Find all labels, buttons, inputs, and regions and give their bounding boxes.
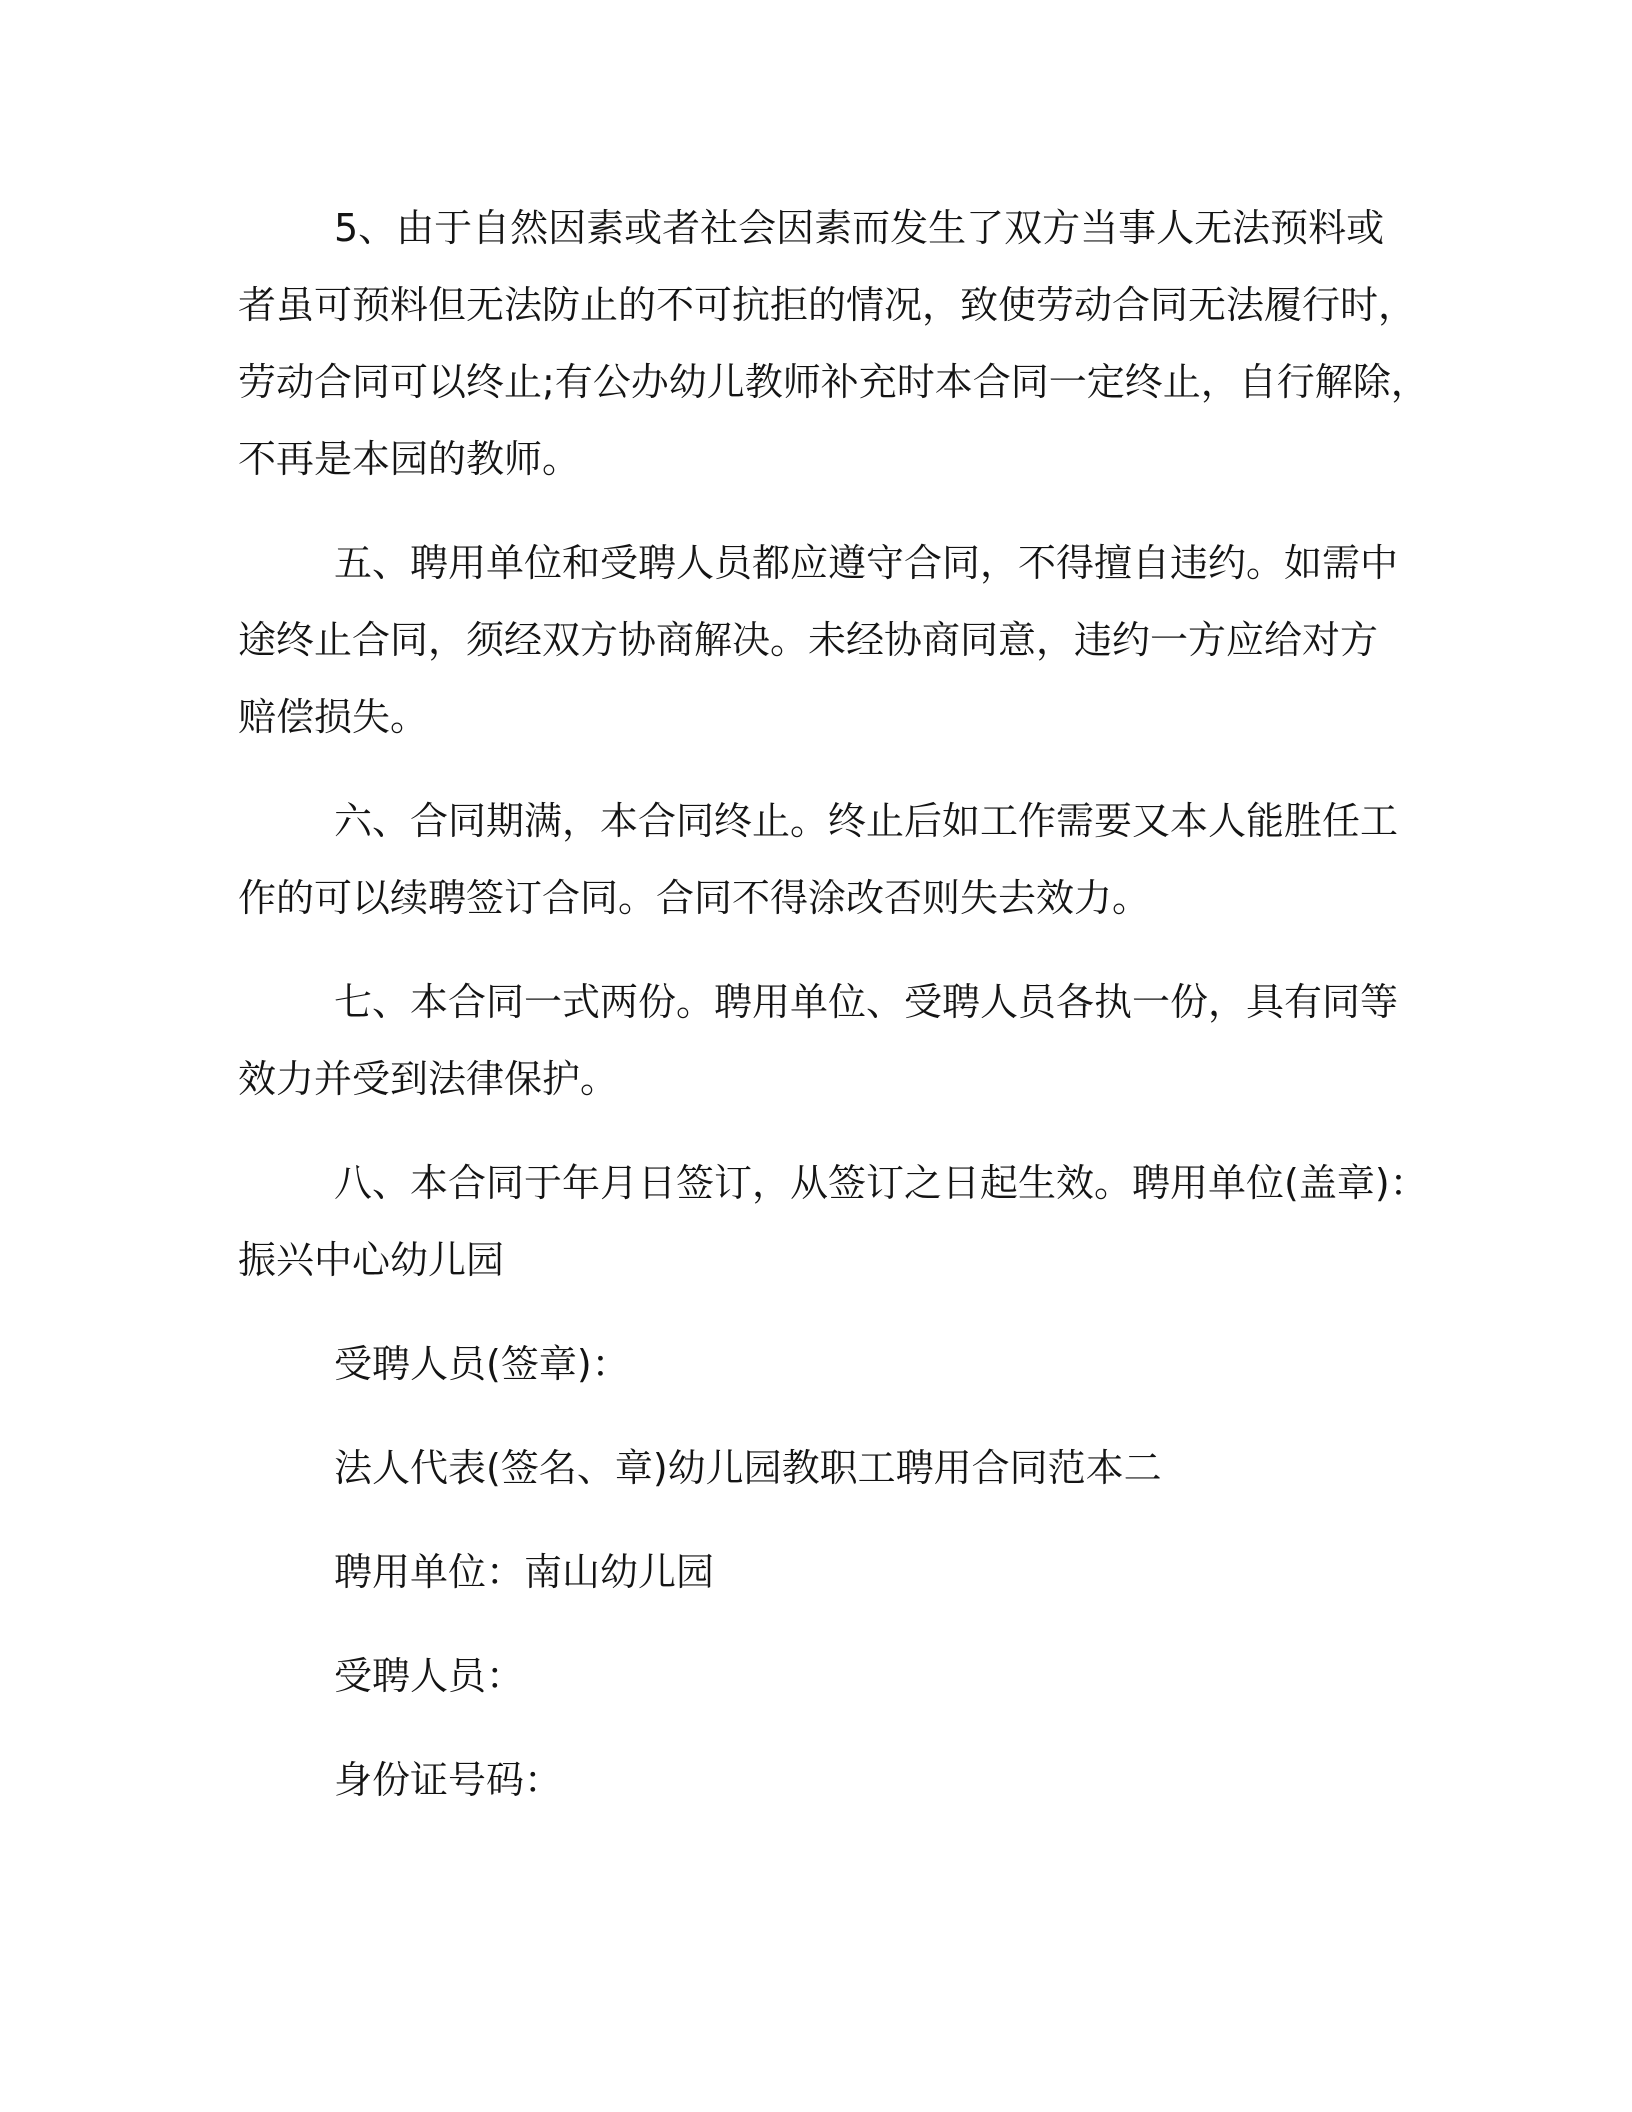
- clause-5-line-4: 不再是本园的教师。: [238, 437, 581, 481]
- clause-five: [238, 525, 1399, 756]
- clause-six-line-1: 六、合同期满，本合同终止。终止后如工作需要又本人能胜任工: [334, 799, 1399, 843]
- clause-5: [238, 190, 1429, 498]
- clause-5-line-3: 劳动合同可以终止;有公办幼儿教师补充时本合同一定终止，自行解除，: [238, 360, 1429, 404]
- clause-five-line-3: 赔偿损失。: [238, 695, 429, 739]
- clause-seven: [238, 964, 1399, 1118]
- clause-six: [238, 783, 1399, 937]
- clause-5-line-1: 5、由于自然因素或者社会因素而发生了双方当事人无法预料或: [334, 206, 1385, 250]
- employee-signature-line: 受聘人员(签章)：: [334, 1342, 630, 1386]
- id-number-line: 身份证号码：: [334, 1758, 563, 1802]
- clause-seven-line-1: 七、本合同一式两份。聘用单位、受聘人员各执一份，具有同等: [334, 980, 1399, 1024]
- clause-five-line-1: 五、聘用单位和受聘人员都应遵守合同，不得擅自违约。如需中: [334, 541, 1399, 585]
- clause-eight: [238, 1145, 1428, 1299]
- contract-body: [238, 190, 1429, 1846]
- legal-representative-line: 法人代表(签名、章)幼儿园教职工聘用合同范本二: [334, 1446, 1162, 1490]
- clause-eight-line-1: 八、本合同于年月日签订，从签订之日起生效。聘用单位(盖章)：: [334, 1161, 1428, 1205]
- employee-line: 受聘人员：: [334, 1654, 525, 1698]
- employer-line: 聘用单位：南山幼儿园: [334, 1550, 715, 1594]
- clause-5-line-2: 者虽可预料但无法防止的不可抗拒的情况，致使劳动合同无法履行时，: [238, 283, 1417, 327]
- clause-five-line-2: 途终止合同，须经双方协商解决。未经协商同意，违约一方应给对方: [238, 618, 1379, 662]
- clause-seven-line-2: 效力并受到法律保护。: [238, 1057, 619, 1101]
- clause-six-line-2: 作的可以续聘签订合同。合同不得涂改否则失去效力。: [238, 876, 1151, 920]
- clause-eight-line-2: 振兴中心幼儿园: [238, 1238, 505, 1282]
